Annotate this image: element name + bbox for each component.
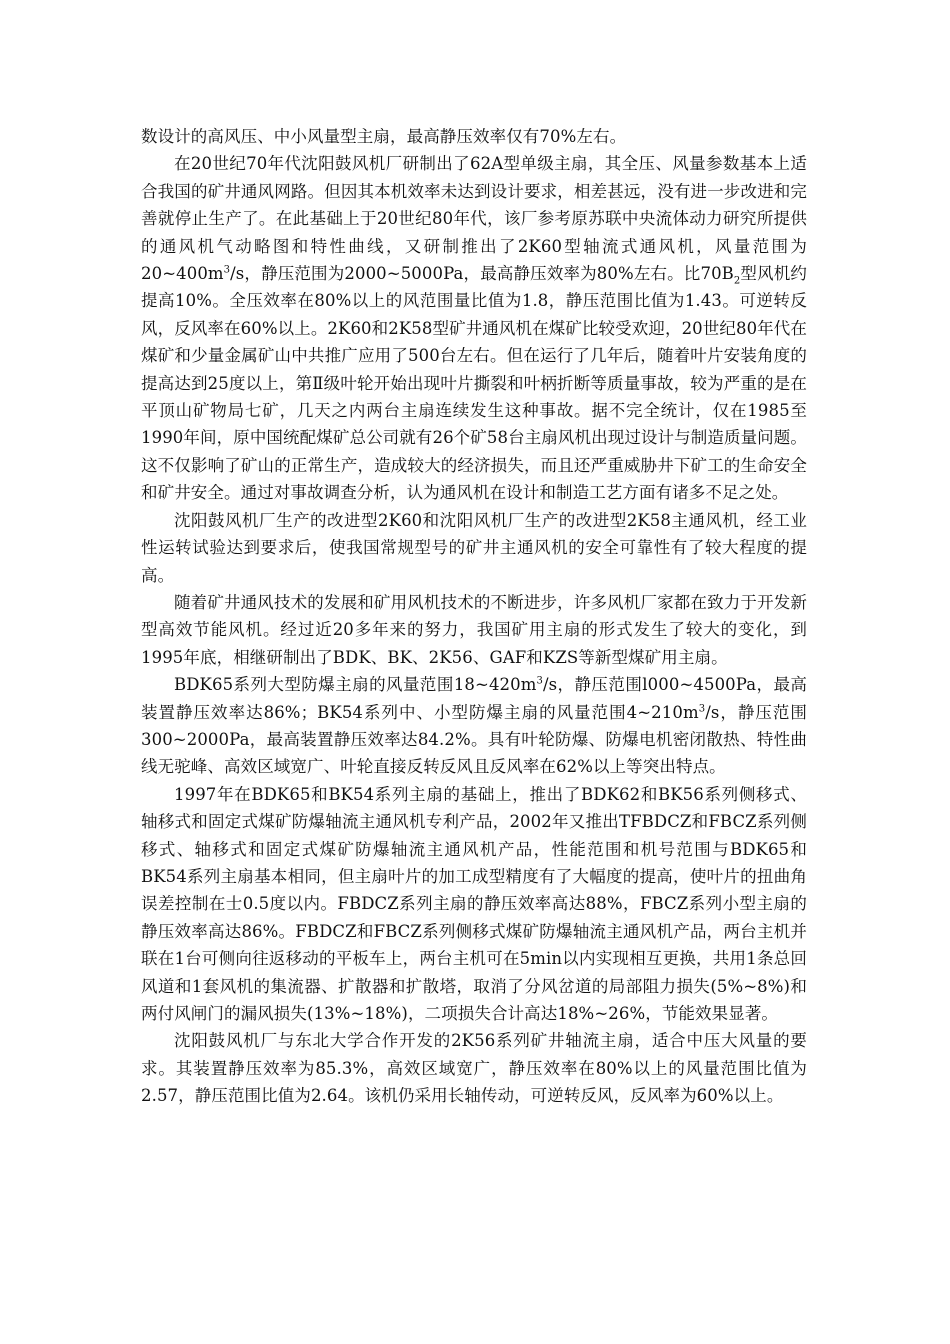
text-run: 型风机约提高10%。全压效率在80%以上的风范围量比值为1.8，静压范围比值为1.43。可逆转反风，反风率在60%以上。2K60和2K58型矿井通风机在煤矿比较受欢迎，20世纪80年代在煤矿和少量金属矿山中共推广应用了500台左右。但在运行了几年后，随着叶片安装角度的提高达到25度以上，第Ⅱ级叶轮开始出现叶片撕裂和叶柄折断等质量事故，较为严重的是在平顶山矿物局七矿，几天之内两台主扇连续发生这种事故。据不完全统计，仅在1985至1990年间，原中国统配煤矿总公司就有26个矿58台主扇风机出现过设计与制造质量问题。这不仅影响了矿山的正常生产，造成较大的经济损失，而且还严重威胁井下矿工的生命安全和矿井安全。通过对事故调查分析，认为通风机在设计和制造工艺方面有诸多不足之处。: [141, 264, 807, 503]
paragraph: [141, 589, 807, 671]
text-run: 1997年在BDK65和BK54系列主扇的基础上，推出了BDK62和BK56系列侧移式、轴移式和固定式煤矿防爆轴流主通风机专利产品，2002年又推出TFBDCZ和FBCZ系列侧移式、轴移式和固定式煤矿防爆轴流主通风机产品，性能范围和机号范围与BDK65和BK54系列主扇基本相同，但主扇叶片的加工成型精度有了大幅度的提高，使叶片的扭曲角误差控制在士0.5度以内。FBDCZ系列主扇的静压效率高达88%，FBCZ系列小型主扇的静压效率高达86%。FBDCZ和FBCZ系列侧移式煤矿防爆轴流主通风机产品，两台主机并联在1台可侧向往返移动的平板车上，两台主机可在5min以内实现相互更换，共用1条总回风道和1套风机的集流器、扩散器和扩散塔，取消了分风岔道的局部阻力损失(5%~8%)和两付风闸门的漏风损失(13%~18%)，二项损失合计高达18%~26%，节能效果显著。: [141, 784, 807, 1023]
paragraph: [141, 671, 807, 781]
text-run: /s，静压范围300~2000Pa，最高装置静压效率达84.2%。具有叶轮防爆、防爆电机密闭散热、特性曲线无驼峰、高效区域宽广、叶轮直接反转反风且反风率在62%以上等突出特点。: [141, 702, 808, 777]
paragraph: [141, 781, 807, 1028]
superscript: 3: [223, 264, 231, 276]
superscript: 3: [536, 675, 543, 687]
text-run: 随着矿井通风技术的发展和矿用风机技术的不断进步，许多风机厂家都在致力于开发新型高效节能风机。经过近20多年来的努力，我国矿用主扇的形式发生了较大的变化，到1995年底，相继研制出了BDK、BK、2K56、GAF和KZS等新型煤矿用主扇。: [141, 592, 807, 667]
text-run: BDK65系列大型防爆主扇的风量范围18~420m: [174, 675, 537, 695]
paragraph: [141, 150, 807, 506]
paragraph: [141, 123, 807, 150]
text-run: /s，静压范围为2000~5000Pa，最高静压效率为80%左右。比70B: [230, 264, 734, 284]
text-run: 在20世纪70年代沈阳鼓风机厂研制出了62A型单级主扇，其全压、风量参数基本上适合我国的矿井通风网路。但因其本机效率未达到设计要求，相差甚远，没有进一步改进和完善就停止生产了。在此基础上于20世纪80年代，该厂参考原苏联中央流体动力研究所提供的通风机气动略图和特性曲线，又研制推出了2K60型轴流式通风机，风量范围为20~400m: [141, 154, 807, 284]
paragraph: [141, 507, 807, 589]
text-run: /s，静压范围l000~4500Pa，最高装置静压效率达86%；BK54系列中、小型防爆主扇的风量范围4~210m: [141, 675, 807, 722]
text-run: 数设计的高风压、中小风量型主扇，最高静压效率仅有70%左右。: [141, 127, 627, 146]
text-run: 沈阳鼓风机厂生产的改进型2K60和沈阳风机厂生产的改进型2K58主通风机，经工业性运转试验达到要求后，使我国常规型号的矿井主通风机的安全可靠性有了较大程度的提高。: [141, 510, 807, 585]
paragraph: [141, 1027, 807, 1109]
document-page: [141, 123, 807, 1110]
text-run: 沈阳鼓风机厂与东北大学合作开发的2K56系列矿井轴流主扇，适合中压大风量的要求。其装置静压效率为85.3%，高效区域宽广，静压效率在80%以上的风量范围比值为2.57，静压范围比值为2.64。该机仍采用长轴传动，可逆转反风，反风率为60%以上。: [141, 1031, 807, 1106]
superscript: 3: [698, 703, 706, 715]
subscript: 2: [733, 275, 741, 287]
